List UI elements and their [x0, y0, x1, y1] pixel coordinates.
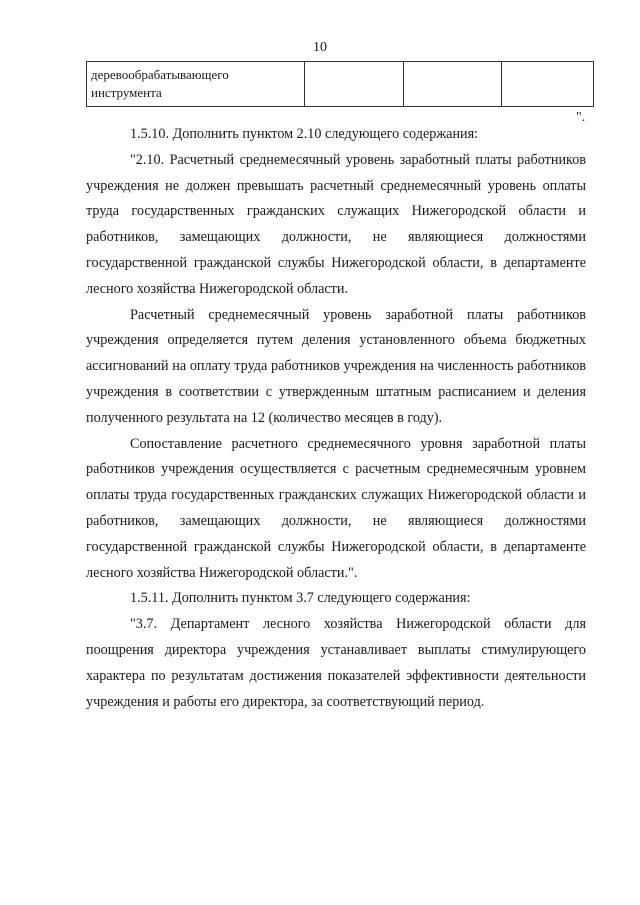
body-text: [86, 122, 586, 715]
table-cell: [305, 62, 403, 107]
table-row: [87, 62, 594, 107]
table-cell: деревообрабатывающего инструмента: [87, 62, 305, 107]
paragraph-salary-comparison: Сопоставление расчетного среднемесячного уровня заработной платы работников учреждения осуществляется с расчетным среднемесячным уровнем оплаты труда государственных гражданских служащих Нижегородской области и работников, замещающих должности, не являющиеся должностями государственной гражданской службы Нижегородской области, в департаменте лесного хозяйства Нижегородской области.".: [86, 435, 586, 581]
paragraph-3-7: "3.7. Департамент лесного хозяйства Нижегородской области для поощрения директора учреждения устанавливает выплаты стимулирующего характера по результатам достижения показателей эффективности деятельности учреждения и работы его директора, за соответствующий период.: [86, 616, 586, 710]
table-cell: [403, 62, 501, 107]
continuation-table: [86, 61, 594, 107]
table-cell: [501, 62, 593, 107]
paragraph-1-5-11: 1.5.11. Дополнить пунктом 3.7 следующего содержания:: [130, 590, 471, 607]
page-number: 10: [313, 40, 327, 55]
paragraph-2-10: "2.10. Расчетный среднемесячный уровень заработный платы работников учреждения не должен превышать расчетный среднемесячный уровень оплаты труда государственных гражданских служащих Нижегородской области и работников, замещающих должности, не являющиеся должностями государственной гражданской службы Нижегородской области, в департаменте лесного хозяйства Нижегородской области.: [86, 151, 586, 297]
paragraph-1-5-10: 1.5.10. Дополнить пунктом 2.10 следующего содержания:: [130, 126, 479, 142]
closing-quote-mark: ".: [576, 110, 586, 125]
paragraph-salary-calculation: Расчетный среднемесячный уровень заработной платы работников учреждения определяется путем деления установленного объема бюджетных ассигнований на оплату труда работников учреждения на численность работников учреждения в соответствии с утвержденным штатным расписанием и деления полученного результата на 12 (количество месяцев в году).: [86, 306, 586, 426]
